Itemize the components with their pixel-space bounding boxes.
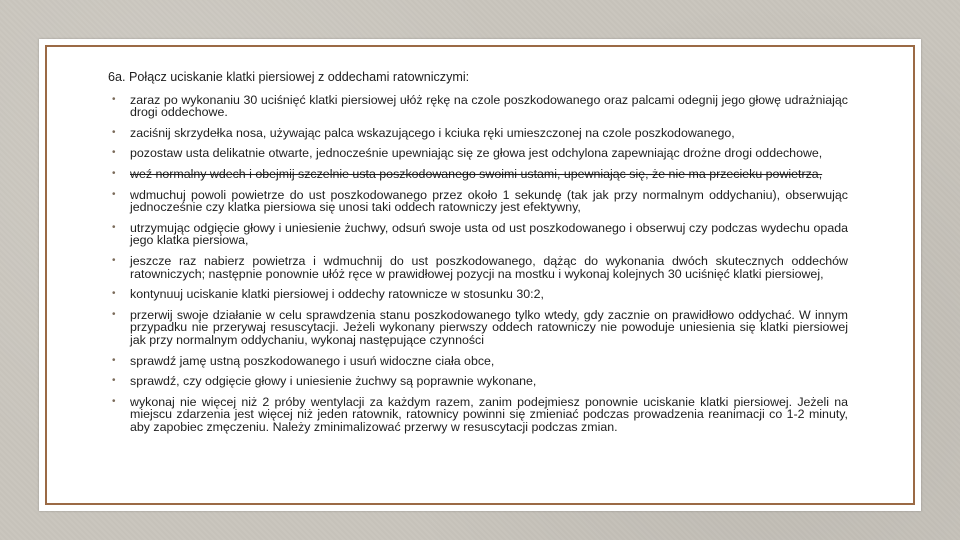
bullet-icon: • bbox=[112, 126, 116, 138]
list-item-text: wdmuchuj powoli powietrze do ust poszkodowanego przez około 1 sekundę (tak jak przy normalnym oddychaniu), obserwując jednocześnie czy klatka piersiowa się unosi taki oddech ratowniczy jest efektywny, bbox=[130, 187, 848, 215]
list-item-text: kontynuuj uciskanie klatki piersiowej i oddechy ratownicze w stosunku 30:2, bbox=[130, 287, 544, 302]
bullet-icon: • bbox=[112, 308, 116, 320]
slide-content bbox=[108, 71, 848, 441]
list-item-text: jeszcze raz nabierz powietrza i wdmuchnij do ust poszkodowanego, dążąc do wykonania dwóch skutecznych oddechów ratowniczych; następnie ponownie ułóż ręce w prawidłowej pozycji na mostku i wykonaj kolejnych 30 uciśnięć klatki piersiowej, bbox=[130, 253, 848, 281]
bullet-icon: • bbox=[112, 375, 116, 387]
list-item bbox=[108, 396, 848, 434]
list-item bbox=[108, 309, 848, 347]
bullet-icon: • bbox=[112, 354, 116, 366]
list-item bbox=[108, 222, 848, 247]
list-item bbox=[108, 127, 848, 140]
bullet-icon: • bbox=[112, 221, 116, 233]
bullet-icon: • bbox=[112, 93, 116, 105]
slide-heading: 6a. Połącz uciskanie klatki piersiowej z oddechami ratowniczymi: bbox=[108, 70, 470, 84]
bullet-icon: • bbox=[112, 395, 116, 407]
bullet-icon: • bbox=[112, 167, 116, 179]
bullet-icon: • bbox=[112, 288, 116, 300]
list-item-text: sprawdź, czy odgięcie głowy i uniesienie żuchwy są poprawnie wykonane, bbox=[130, 374, 537, 389]
list-item-text: zaciśnij skrzydełka nosa, używając palca wskazującego i kciuka ręki umieszczonej na czole poszkodowanego, bbox=[130, 125, 735, 140]
list-item-text: przerwij swoje działanie w celu sprawdzenia stanu poszkodowanego tylko wtedy, gdy zacznie on prawidłowo oddychać. W innym przypadku nie przerywaj resuscytacji. Jeżeli wykonany pierwszy oddech ratowniczy nie powoduje uniesienia się klatki piersiowej jak przy normalnym oddychaniu, wykonaj następujące czynności bbox=[130, 307, 848, 347]
list-item bbox=[108, 355, 848, 368]
list-item-text: pozostaw usta delikatnie otwarte, jednocześnie upewniając się ze głowa jest odchylona zapewniając drożne drogi oddechowe, bbox=[130, 146, 823, 161]
bullet-icon: • bbox=[112, 188, 116, 200]
list-item bbox=[108, 288, 848, 301]
bullet-icon: • bbox=[112, 254, 116, 266]
list-item-text: sprawdź jamę ustną poszkodowanego i usuń widoczne ciała obce, bbox=[130, 353, 495, 368]
bullet-list bbox=[108, 94, 848, 434]
list-item-text: zaraz po wykonaniu 30 uciśnięć klatki piersiowej ułóż rękę na czole poszkodowanego oraz palcami odegnij jego głowę udrażniając drogi oddechowe. bbox=[130, 92, 848, 120]
list-item bbox=[108, 168, 848, 181]
list-item bbox=[108, 147, 848, 160]
list-item bbox=[108, 255, 848, 280]
list-item bbox=[108, 94, 848, 119]
list-item-text: utrzymując odgięcie głowy i uniesienie żuchwy, odsuń swoje usta od ust poszkodowanego i obserwuj czy podczas wydechu opada jego klatka piersiowa, bbox=[130, 220, 848, 248]
list-item bbox=[108, 375, 848, 388]
list-item-text: weź normalny wdech i obejmij szczelnie usta poszkodowanego swoimi ustami, upewniając się, że nie ma przecieku powietrza, bbox=[130, 166, 823, 181]
slide-card bbox=[39, 39, 921, 511]
list-item-text: wykonaj nie więcej niż 2 próby wentylacji za każdym razem, zanim podejmiesz ponownie uciskanie klatki piersiowej. Jeżeli na miejscu zdarzenia jest więcej niż jeden ratownik, ratownicy powinni się zmieniać podczas prowadzenia reanimacji co 1-2 minuty, aby zapobiec zmęczeniu. Należy zminimalizować przerwy w resuscytacji podczas zmian. bbox=[130, 394, 848, 434]
list-item bbox=[108, 189, 848, 214]
bullet-icon: • bbox=[112, 147, 116, 159]
